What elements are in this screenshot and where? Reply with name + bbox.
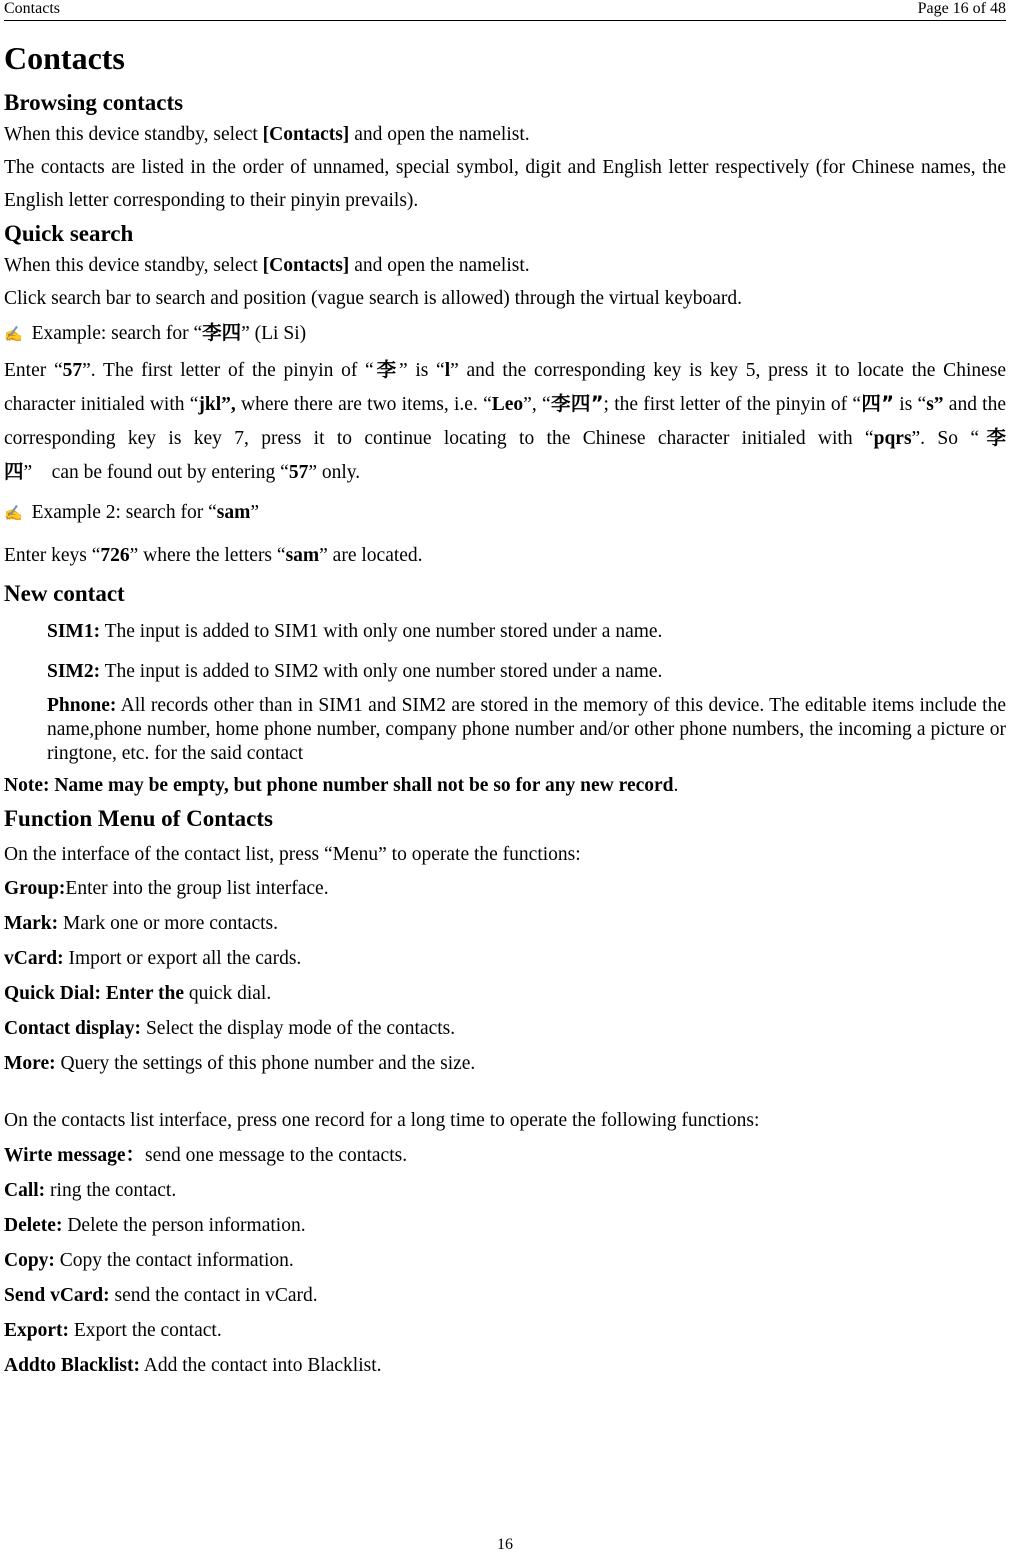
item-label: Quick Dial: Enter the xyxy=(4,983,185,1004)
page-number: 16 xyxy=(497,1536,513,1553)
item-label: Addto Blacklist: xyxy=(4,1355,140,1376)
text: When this device standby, select xyxy=(4,255,263,276)
item-text: send one message to the contacts. xyxy=(144,1145,408,1166)
item-text: ring the contact. xyxy=(45,1180,177,1201)
list-item xyxy=(4,1138,1006,1173)
list-item xyxy=(4,1278,1006,1313)
list-item xyxy=(4,1046,1006,1081)
letters: sam xyxy=(216,502,251,523)
sim2-option xyxy=(47,655,1006,689)
list-item xyxy=(4,871,1006,906)
item-text: Add the contact into Blacklist. xyxy=(139,1355,382,1376)
option-label: SIM1: xyxy=(47,621,101,642)
letter: l xyxy=(444,360,451,381)
note-text: Note: Name may be empty, but phone number shall not be so for any new record xyxy=(4,775,674,796)
quick-paragraph-2: Click search bar to search and position (vague search is allowed) through the virtual keyboard. xyxy=(4,288,743,309)
quick-paragraph-1 xyxy=(4,249,1006,282)
section-heading-browsing: Browsing contacts xyxy=(4,90,184,115)
letters: pqrs xyxy=(873,428,912,449)
function-menu-list xyxy=(4,871,1006,1081)
item-label: Call: xyxy=(4,1180,46,1201)
letter: s” xyxy=(926,394,944,415)
text: When this device standby, select xyxy=(4,124,263,145)
spacer xyxy=(4,1081,1006,1103)
long-press-list xyxy=(4,1138,1006,1383)
text: and the corresponding key is key 7, press it to continue locating to the Chinese character initialed with “ xyxy=(4,394,1007,449)
item-label: vCard: xyxy=(4,948,64,969)
menu-reference: [Contacts] xyxy=(262,255,350,276)
cjk-text: 李四 xyxy=(202,321,242,344)
item-text: Import or export all the cards. xyxy=(63,948,302,969)
item-text: Select the display mode of the contacts. xyxy=(141,1018,456,1039)
item-text: Mark one or more contacts. xyxy=(58,913,278,934)
text: ” xyxy=(250,502,259,523)
item-label: Group: xyxy=(4,878,66,899)
text: ” only. xyxy=(308,462,361,483)
text: ” where the letters “ xyxy=(129,545,286,566)
text: ” (Li Si) xyxy=(241,323,307,344)
example-2-heading xyxy=(4,495,1006,532)
item-label: Contact display: xyxy=(4,1018,142,1039)
text: ” and the corresponding key is key 5, press it to locate the Chinese character initialed with “ xyxy=(4,360,1007,415)
option-label: Phnone: xyxy=(47,695,117,716)
example-1-body xyxy=(4,353,1006,489)
item-text: send the contact in vCard. xyxy=(109,1285,318,1306)
list-item xyxy=(4,906,1006,941)
note xyxy=(4,769,1006,802)
text: and open the namelist. xyxy=(349,255,530,276)
text: The input is added to SIM2 with only one number stored under a name. xyxy=(100,661,663,682)
item-text: Copy the contact information. xyxy=(54,1250,294,1271)
item-label: Mark: xyxy=(4,913,59,934)
text: ”, “ xyxy=(523,394,551,415)
section-heading-function-menu: Function Menu of Contacts xyxy=(4,806,273,831)
text: and open the namelist. xyxy=(349,124,530,145)
text: Example: search for “ xyxy=(26,323,203,344)
list-item xyxy=(4,976,1006,1011)
text: ” is “ xyxy=(398,360,445,381)
cjk-text: 李四” xyxy=(550,392,604,415)
list-item xyxy=(4,1243,1006,1278)
item-text: Enter into the group list interface. xyxy=(65,878,329,899)
text: The input is added to SIM1 with only one number stored under a name. xyxy=(100,621,663,642)
cjk-text: 李四 xyxy=(4,426,1006,483)
text: ” can be found out by entering “ xyxy=(23,462,289,483)
text: All records other than in SIM1 and SIM2 are stored in the memory of this device. The editable items include the name,phone number, home phone number, company phone number and/or other phone numbers, the incoming a picture or ringtone, etc. for the said contact xyxy=(47,695,1006,764)
list-item xyxy=(4,1208,1006,1243)
list-item xyxy=(4,1173,1006,1208)
item-text: Delete the person information. xyxy=(62,1215,306,1236)
list-item xyxy=(4,941,1006,976)
item-text: Export the contact. xyxy=(69,1320,222,1341)
item-label: More: xyxy=(4,1053,56,1074)
section-heading-quick-search: Quick search xyxy=(4,221,134,246)
header-title: Contacts xyxy=(4,0,60,17)
text: Enter “ xyxy=(4,360,63,381)
item-label: Export: xyxy=(4,1320,69,1341)
item-text: quick dial. xyxy=(184,983,272,1004)
text: Example 2: search for “ xyxy=(26,502,217,523)
phone-option xyxy=(47,694,1006,766)
function-menu-intro: On the interface of the contact list, press “Menu” to operate the functions: xyxy=(4,844,581,865)
letters: jkl”, xyxy=(198,394,236,415)
text: . xyxy=(673,775,679,796)
item-label: Wirte message： xyxy=(4,1145,145,1166)
cjk-text: 四” xyxy=(860,392,895,415)
text: ; the first letter of the pinyin of “ xyxy=(603,394,861,415)
text: Enter keys “ xyxy=(4,545,101,566)
page-header xyxy=(4,0,1006,21)
menu-reference: [Contacts] xyxy=(262,124,350,145)
keys: 726 xyxy=(100,545,130,566)
writing-hand-icon: ✍ xyxy=(4,506,23,522)
item-label: Copy: xyxy=(4,1250,55,1271)
letters: sam xyxy=(285,545,320,566)
browsing-paragraph-2: The contacts are listed in the order of unnamed, special symbol, digit and English letter respectively (for Chinese names, the English letter corresponding to their pinyin prevails). xyxy=(4,157,1006,211)
item-text: Query the settings of this phone number and the size. xyxy=(55,1053,476,1074)
option-label: SIM2: xyxy=(47,661,101,682)
sim1-option xyxy=(47,615,1006,649)
example-2-body xyxy=(4,538,1006,573)
text: ”. So “ xyxy=(911,428,980,449)
text: ”. The first letter of the pinyin of “ xyxy=(82,360,374,381)
long-press-intro: On the contacts list interface, press one record for a long time to operate the following functions: xyxy=(4,1110,760,1131)
item-label: Delete: xyxy=(4,1215,63,1236)
header-page-indicator: Page 16 of 48 xyxy=(917,0,1006,17)
keys: 57 xyxy=(62,360,83,381)
list-item xyxy=(4,1313,1006,1348)
name: Leo xyxy=(491,394,524,415)
browsing-paragraph-1 xyxy=(4,118,1006,151)
page-title: Contacts xyxy=(4,40,125,76)
cjk-text: 李 xyxy=(373,358,399,381)
item-label: Send vCard: xyxy=(4,1285,110,1306)
section-heading-new-contact: New contact xyxy=(4,581,125,606)
example-1-heading xyxy=(4,315,1006,353)
text: where there are two items, i.e. “ xyxy=(235,394,492,415)
writing-hand-icon: ✍ xyxy=(4,327,23,343)
keys: 57 xyxy=(288,462,309,483)
list-item xyxy=(4,1011,1006,1046)
document-body xyxy=(4,38,1006,1383)
text: is “ xyxy=(894,394,927,415)
text: ” are located. xyxy=(319,545,423,566)
list-item xyxy=(4,1348,1006,1383)
